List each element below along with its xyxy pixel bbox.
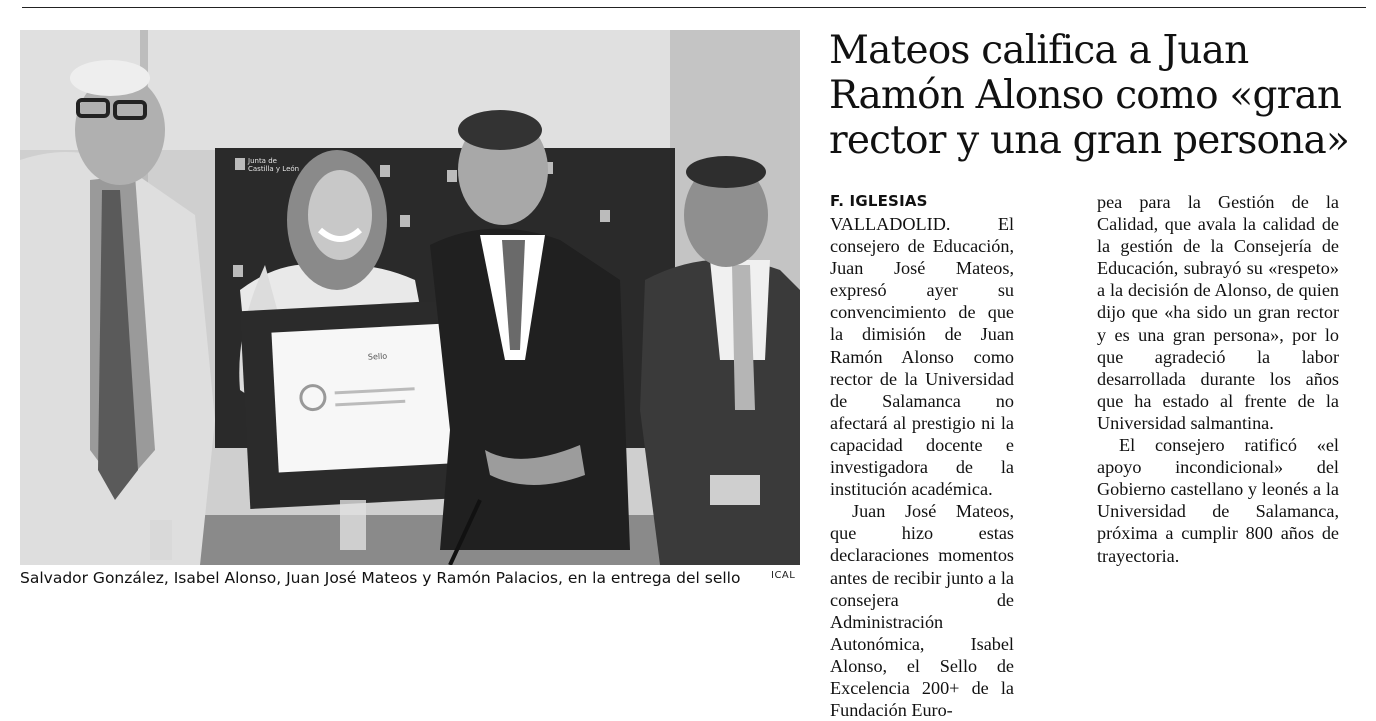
column-2-paragraph-2: El consejero ratificó «el apoyo incondicional» del Gobierno castellano y leonés a la Universidad de Salamanca, próxima a cumplir 800 años de trayectoria.	[1097, 435, 1339, 566]
news-photo	[20, 30, 800, 565]
article-column-2	[1097, 191, 1339, 567]
photo-caption: Salvador González, Isabel Alonso, Juan José Mateos y Ramón Palacios, en la entrega del sello	[20, 569, 741, 587]
backdrop-logo-line2: Castilla y León	[248, 165, 300, 173]
article-column-1	[830, 191, 1014, 721]
certificate-title: Sello	[367, 351, 388, 362]
column-2-paragraph-1: pea para la Gestión de la Calidad, que avala la calidad de la gestión de la Consejería de Educación, subrayó su «respeto» a la decisión de Alonso, de quien dijo que «ha sido un gran rector y es una gran persona», por lo que agradeció la labor desarrollada durante los años que ha estado al frente de la Universidad salmantina.	[1097, 192, 1339, 433]
article-headline: Mateos califica a Juan Ramón Alonso como «gran rector y una gran persona»	[829, 28, 1350, 163]
photo-credit: ICAL	[771, 570, 796, 581]
article-byline: F. IGLESIAS	[830, 192, 928, 210]
column-1-paragraph-2: Juan José Mateos, que hizo estas declaraciones momentos antes de recibir junto a la consejera de Administración Autonómica, Isabel Alonso, el Sello de Excelencia 200+ de la Fundación Euro-	[830, 501, 1014, 721]
backdrop-logo-line1: Junta de	[248, 157, 277, 165]
column-1-paragraph-1: VALLADOLID. El consejero de Educación, Juan José Mateos, expresó ayer su convencimiento de que la dimisión de Juan Ramón Alonso como rector de la Universidad de Salamanca no afectará al prestigio ni la capacidad docente e investigadora de la institución académica.	[830, 214, 1014, 500]
top-rule	[22, 7, 1366, 8]
